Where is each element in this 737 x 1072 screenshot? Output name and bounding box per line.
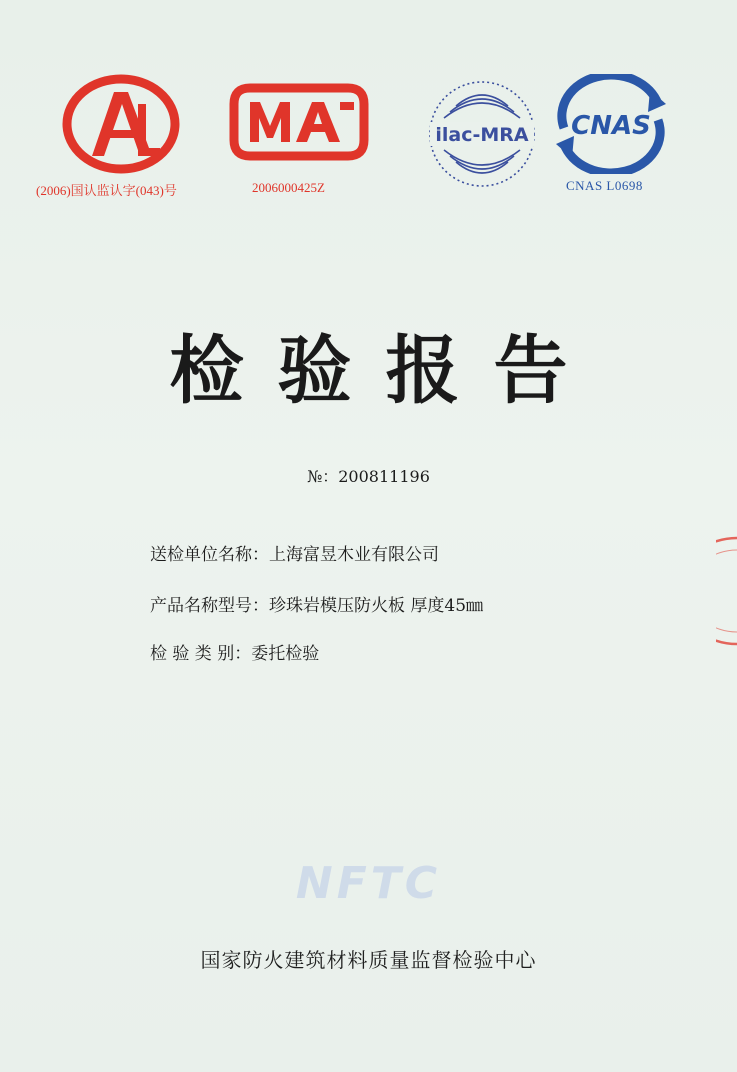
field-product-label: 产品名称型号： [150,596,269,616]
cnas-caption: CNAS L0698 [566,178,643,193]
report-number: №：200811196 [307,467,430,486]
official-seal [716,536,737,646]
field-client-label: 送检单位名称： [150,545,269,565]
field-product-value: 珍珠岩模压防火板 厚度45㎜ [269,596,484,616]
cnas-logo [550,74,672,174]
field-product [150,591,483,616]
field-client-value: 上海富昱木业有限公司 [269,545,439,565]
ilac-logo-text: ilac-MRA [435,124,529,146]
field-inspection-type-label: 检 验 类 别： [150,644,252,664]
ilac-mra-logo [426,78,538,190]
field-client [150,540,439,565]
report-title: 检验报告 [169,328,602,414]
cnas-logo-text: CNAS [571,111,651,141]
issuer-name: 国家防火建筑材料质量监督检验中心 [200,948,537,972]
cal-caption: (2006)国认监认字(043)号 [36,183,177,198]
cma-logo [228,82,370,162]
field-inspection-type [150,639,319,664]
field-inspection-type-value: 委托检验 [251,644,320,664]
nftc-watermark: NFTC [295,858,442,909]
cma-caption: 2006000425Z [252,180,325,195]
cal-logo [62,74,180,174]
